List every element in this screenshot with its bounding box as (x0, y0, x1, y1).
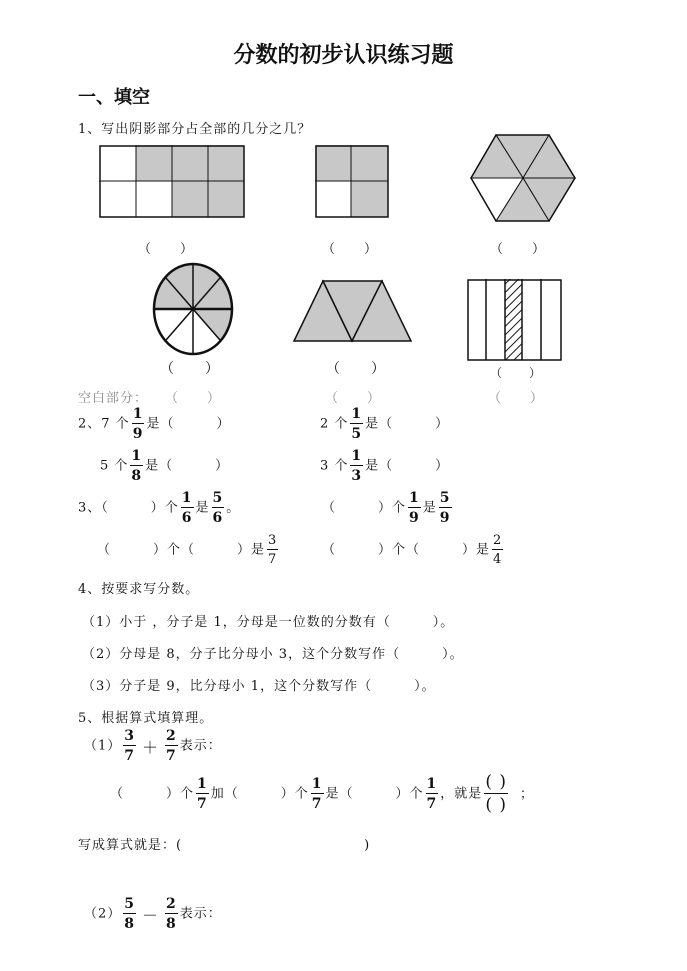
answer-paren-2[interactable]: （ ） (322, 242, 379, 257)
fraction-2-8: $\frac{2}{8}$ (166, 896, 177, 932)
q2-row2-right (320, 449, 449, 483)
fraction-1-9b: $\frac{1}{9}$ (409, 490, 420, 526)
fraction-5-8: $\frac{5}{8}$ (124, 896, 136, 932)
figure-square-grid (315, 145, 389, 218)
q2-r2a-pre: 5 个 (100, 458, 129, 474)
figure-circle (153, 263, 233, 355)
fraction-1-5: $\frac{1}{5}$ (351, 406, 363, 442)
explain-blank-1[interactable]: （ ）个 (110, 786, 195, 802)
fraction-1-8: $\frac{1}{8}$ (131, 448, 143, 484)
page-title: 分数的初步认识练习题 (233, 43, 454, 68)
q5-p2-tail: 表示： (179, 906, 222, 922)
q3-r2a-text[interactable]: （ ）个（ ）是 (97, 542, 266, 558)
q3-r1a-mid: 是 (195, 500, 210, 516)
fraction-1-7c: $\frac{1}{7}$ (426, 776, 438, 812)
fraction-1-6: $\frac{1}{6}$ (181, 490, 193, 526)
explain-blank-2[interactable]: 加（ ）个 (210, 786, 309, 802)
q2-r1a-pre: 2、7 个 (78, 416, 130, 432)
q5-p1-tail: 表示： (179, 738, 222, 754)
q5-p2-label: （2） (84, 906, 122, 922)
answer-paren-5[interactable]: （ ） (326, 361, 386, 377)
q4-item-2[interactable]: （2）分母是 8，分子比分母小 3，这个分数写作（ ）。 (82, 647, 464, 662)
q2-r1b-pre: 2 个 (320, 416, 349, 432)
blank-part-label: 空白部分： (78, 391, 149, 406)
section-heading: 一、填空 (78, 87, 150, 108)
q4-item-3[interactable]: （3）分子是 9，比分母小 1，这个分数写作（ ）。 (82, 679, 436, 694)
q2-r1a-post[interactable]: 是（ ） (146, 416, 231, 432)
q1-prompt: 1、写出阴影部分占全部的几分之几？ (78, 122, 312, 137)
figure-triangles (293, 280, 413, 342)
q2-r1b-post[interactable]: 是（ ） (365, 416, 450, 432)
q3-r1a-end: 。 (226, 500, 241, 516)
fraction-1-7b: $\frac{1}{7}$ (311, 776, 323, 812)
fraction-2-4: $\frac{2}{4}$ (493, 533, 503, 567)
plus-sign: ＋ (142, 737, 160, 757)
q5-part2-expr (84, 897, 222, 931)
fraction-1-3: $\frac{1}{3}$ (351, 448, 363, 484)
q5-p1-label: （1） (84, 738, 122, 754)
explain-text: ，就是 (440, 786, 483, 802)
blank-paren-2[interactable]: （ ） (325, 391, 382, 406)
q2-row1-right (320, 407, 449, 441)
q5-part1-expr (84, 729, 222, 763)
q3-row2-right (322, 534, 505, 566)
q2-row1-left (78, 407, 230, 441)
q5-explanation (110, 774, 534, 814)
q4-prompt: 4、按要求写分数。 (78, 582, 200, 597)
fraction-5-9: $\frac{5}{9}$ (439, 490, 451, 526)
blank-paren-1[interactable]: （ ） (165, 391, 222, 406)
q3-r1a-pre[interactable]: 3、（ ）个 (78, 500, 179, 516)
q4-item-1[interactable]: （1）小于 ，分子是 1，分母是一位数的分数有（ ）。 (82, 615, 455, 630)
blank-paren-3[interactable]: （ ） (488, 391, 545, 406)
q2-row2-left (100, 449, 229, 483)
q3-r1b-pre[interactable]: （ ）个 (322, 500, 407, 516)
q2-r2a-post[interactable]: 是（ ） (145, 458, 230, 474)
q2-r2b-pre: 3 个 (320, 458, 349, 474)
q3-row1-right (322, 491, 454, 525)
answer-paren-1[interactable]: （ ） (138, 242, 195, 257)
q3-row1-left (78, 491, 240, 525)
q3-r1b-mid: 是 (422, 500, 437, 516)
q5-prompt: 5、根据算式填算理。 (78, 711, 214, 726)
q3-r2b-text[interactable]: （ ）个（ ）是 (322, 542, 491, 558)
answer-paren-6[interactable]: （ ） (490, 366, 543, 380)
fraction-1-9: $\frac{1}{9}$ (132, 406, 144, 442)
minus-sign: － (142, 905, 160, 925)
fraction-2-7: $\frac{2}{7}$ (166, 728, 177, 764)
figure-hexagon (470, 134, 576, 222)
q5-formula-line[interactable]: 写成算式就是：( ) (78, 838, 371, 853)
answer-paren-3[interactable]: （ ） (490, 242, 547, 257)
semicolon: ； (519, 786, 534, 802)
q2-r2b-post[interactable]: 是（ ） (365, 458, 450, 474)
result-fraction[interactable]: $\frac{( )}{( )}$ (485, 772, 507, 815)
q3-row2-left (97, 534, 280, 566)
fraction-3-7: $\frac{3}{7}$ (268, 533, 278, 567)
figure-striped-rect (467, 279, 562, 361)
fraction-5-6: $\frac{5}{6}$ (212, 490, 224, 526)
figure-rect-grid (99, 145, 245, 218)
answer-paren-4[interactable]: （ ） (160, 361, 220, 377)
fraction-1-7a: $\frac{1}{7}$ (197, 776, 208, 812)
explain-blank-3[interactable]: 是（ ）个 (325, 786, 424, 802)
fraction-3-7b: $\frac{3}{7}$ (124, 728, 136, 764)
